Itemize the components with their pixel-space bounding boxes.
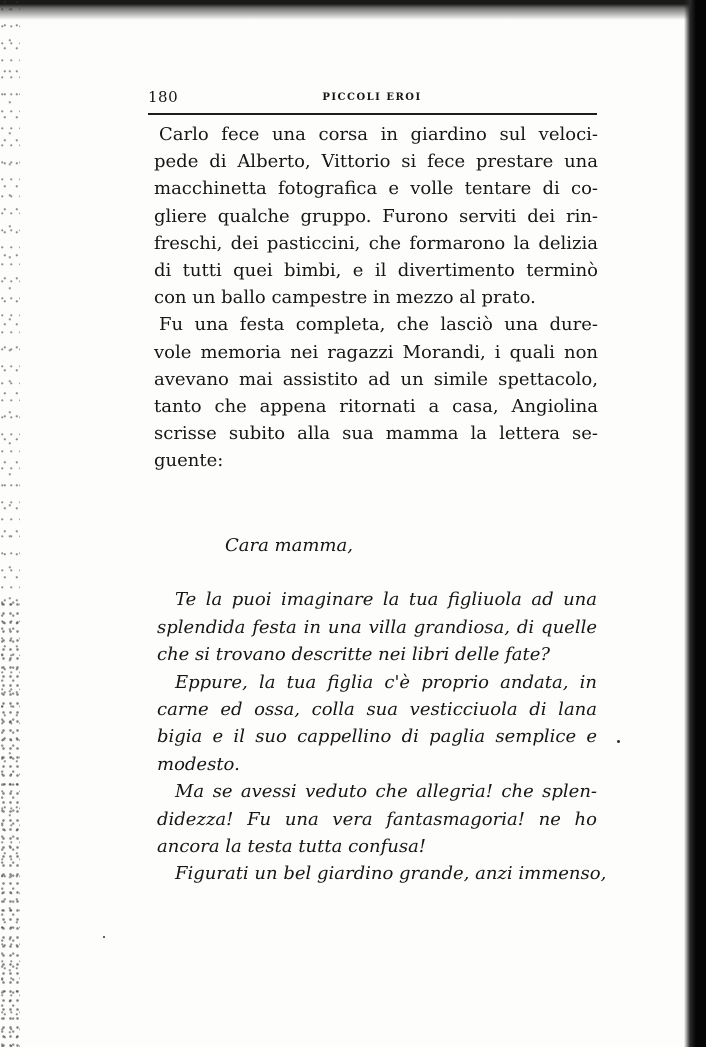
ink-speck	[103, 936, 105, 938]
text-line: vole memoria nei ragazzi Morandi, i quali non	[154, 341, 598, 363]
letter-line: bigia e il suo cappellino di paglia semplice e	[157, 726, 597, 748]
text-line: avevano mai assistito ad un simile spettacolo,	[154, 368, 598, 390]
letter-line: splendida festa in una villa grandiosa, di quelle	[157, 616, 597, 638]
letter-paragraph-1	[157, 586, 597, 668]
letter-line: Te la puoi imaginare la tua figliuola ad una	[175, 589, 597, 611]
letter-line: carne ed ossa, colla sua vesticciuola di lana	[157, 699, 597, 721]
letter-paragraph-3	[157, 778, 597, 860]
text-line: guente:	[154, 450, 224, 472]
narrative-text	[154, 121, 598, 475]
letter-paragraph-2	[157, 669, 597, 779]
running-title: PICCOLI EROI	[322, 92, 422, 103]
letter	[157, 532, 607, 888]
text-line: scrisse subito alla sua mamma la lettera se-	[154, 423, 598, 445]
letter-line: Ma se avessi veduto che allegria! che splen-	[175, 781, 597, 803]
paragraph-1	[154, 121, 598, 311]
letter-salutation: Cara mamma,	[225, 535, 353, 556]
text-line: Carlo fece una corsa in giardino sul veloci-	[159, 124, 598, 145]
letter-line: che si trovano descritte nei libri delle fate?	[157, 644, 551, 666]
letter-line: ancora la testa tutta confusa!	[157, 836, 427, 858]
text-line: gliere qualche gruppo. Furono serviti dei rin-	[154, 205, 598, 227]
letter-paragraph-4	[157, 860, 607, 887]
letter-line: Eppure, la tua figlia c'è proprio andata, in	[175, 671, 597, 693]
paragraph-2	[154, 311, 598, 474]
text-line: Fu una festa completa, che lasciò una dure-	[159, 314, 598, 336]
letter-line: modesto.	[157, 753, 240, 775]
scan-top-edge	[0, 0, 706, 20]
scan-right-edge	[684, 0, 706, 1047]
text-line: di tutti quei bimbi, e il divertimento terminò	[154, 260, 598, 282]
text-line: freschi, dei pasticcini, che formarono la delizia	[154, 232, 598, 254]
text-line: tanto che appena ritornati a casa, Angiolina	[154, 396, 598, 418]
letter-line: didezza! Fu una vera fantasmagoria! ne ho	[157, 808, 597, 830]
header-rule	[148, 113, 597, 115]
ink-speck	[617, 740, 620, 743]
page-header	[148, 84, 596, 112]
text-line: pede di Alberto, Vittorio si fece prestare una	[154, 151, 598, 173]
text-line: con un ballo campestre in mezzo al prato.	[154, 287, 536, 309]
letter-line: Figurati un bel giardino grande, anzi immenso,	[175, 863, 607, 885]
text-line: macchinetta fotografica e volle tentare di co-	[154, 178, 598, 200]
scan-left-speckle-lower	[0, 600, 20, 1047]
page-number: 180	[148, 88, 179, 106]
